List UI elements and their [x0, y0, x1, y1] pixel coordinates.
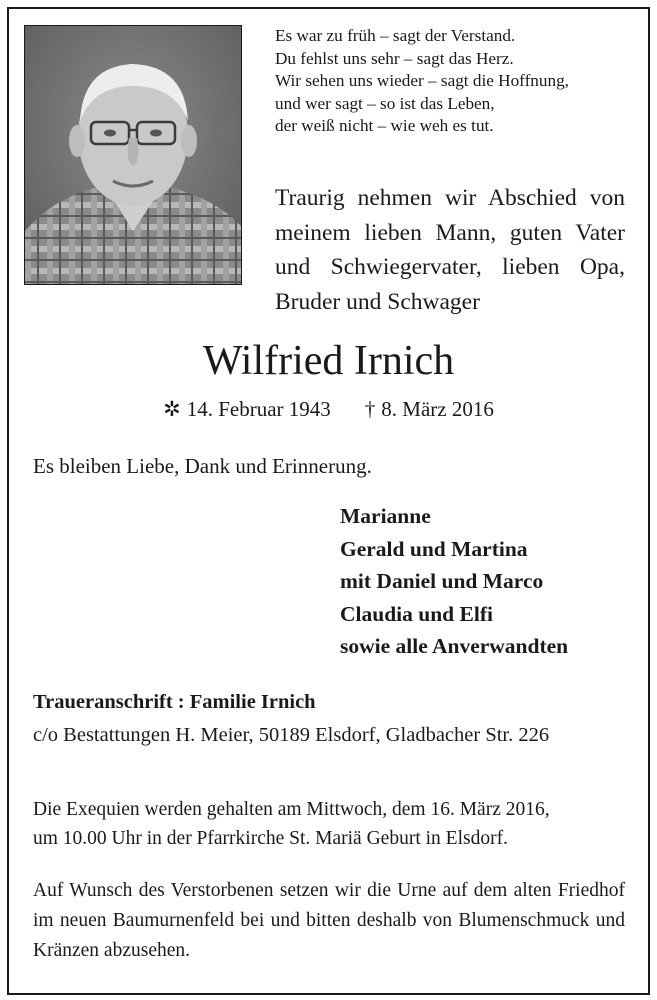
- funeral-service-info: [33, 795, 625, 853]
- death-date: 8. März 2016: [381, 397, 494, 421]
- family-list: [340, 500, 568, 663]
- death-cross-icon: †: [364, 397, 376, 421]
- poem-line: Du fehlst uns sehr – sagt das Herz.: [275, 48, 514, 68]
- address-heading: Traueranschrift : Familie Irnich: [33, 691, 316, 713]
- life-dates: [0, 395, 657, 423]
- poem-line: Wir sehen uns wieder – sagt die Hoffnung,: [275, 71, 569, 90]
- poem-line: und wer sagt – so ist das Leben,: [275, 93, 495, 113]
- family-member: Claudia und Elfi: [340, 601, 493, 626]
- portrait-photo: [24, 25, 242, 285]
- poem: [275, 25, 635, 138]
- family-member: Gerald und Martina: [340, 536, 528, 561]
- farewell-intro: Traurig nehmen wir Abschied von meinem lieben Mann, guten Vater und Schwiegervater, lieben Opa, Bruder und Schwager: [275, 185, 625, 315]
- deceased-name: Wilfried Irnich: [202, 338, 455, 384]
- service-line: Die Exequien werden gehalten am Mittwoch, dem 16. März 2016,: [33, 799, 550, 820]
- birth-date: 14. Februar 1943: [186, 397, 331, 421]
- poem-line: Es war zu früh – sagt der Verstand.: [275, 26, 516, 45]
- mourning-address: c/o Bestattungen H. Meier, 50189 Elsdorf, Gladbacher Str. 226: [33, 724, 550, 746]
- birth-star-icon: ✲: [163, 397, 181, 421]
- remaining-line: Es bleiben Liebe, Dank und Erinnerung.: [33, 454, 372, 478]
- poem-line: der weiß nicht – wie weh es tut.: [275, 116, 494, 135]
- service-line: um 10.00 Uhr in der Pfarrkirche St. Mariä Geburt in Elsdorf.: [33, 828, 508, 849]
- family-member: Marianne: [340, 504, 431, 528]
- family-member: mit Daniel und Marco: [340, 569, 544, 593]
- family-member: sowie alle Anverwandten: [340, 634, 569, 658]
- wish-paragraph: Auf Wunsch des Verstorbenen setzen wir die Urne auf dem alten Friedhof im neuen Baumurnenfeld bei und bitten deshalb von Blumenschmuck und Kränzen abzusehen.: [33, 880, 625, 961]
